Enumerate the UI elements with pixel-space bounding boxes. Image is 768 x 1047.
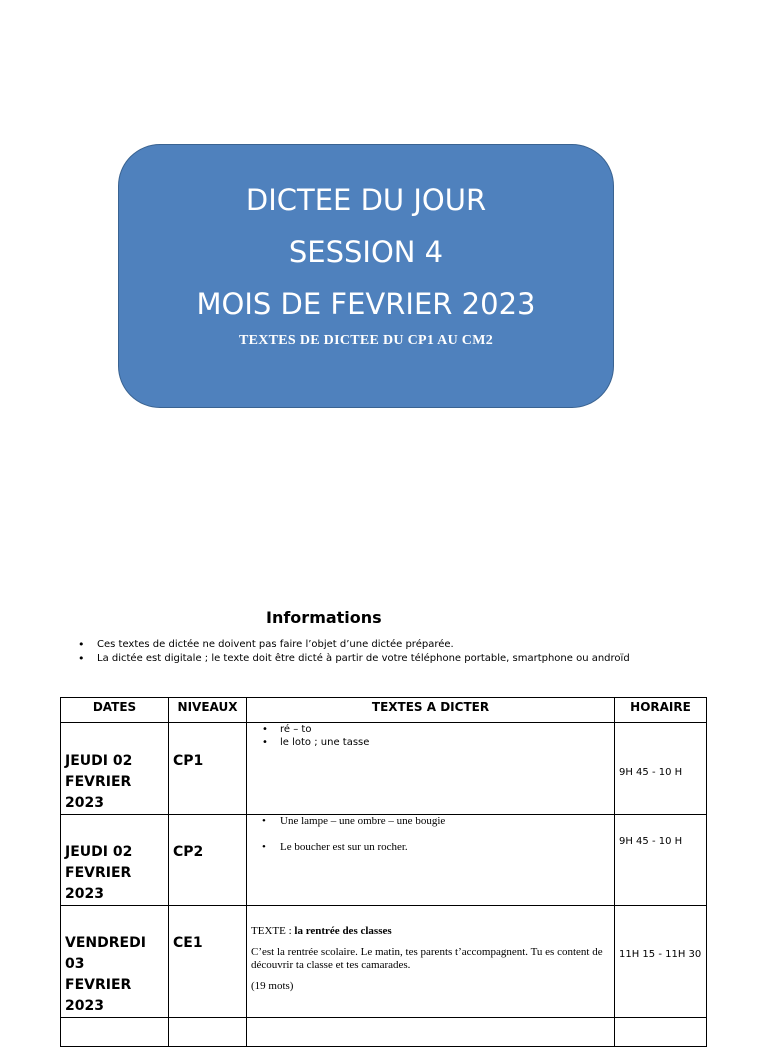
date-day: JEUDI 02	[65, 844, 133, 860]
header-levels: NIVEAUX	[169, 698, 247, 723]
table-header-row	[61, 698, 707, 723]
empty-cell	[615, 1018, 707, 1047]
level-cell: CP1	[169, 723, 247, 815]
date-cell	[61, 815, 169, 906]
text-title: la rentrée des classes	[294, 925, 392, 937]
info-heading: Informations	[266, 608, 382, 627]
date-cell	[61, 906, 169, 1018]
text-heading	[251, 925, 610, 938]
text-cell	[247, 723, 615, 815]
schedule-table	[60, 697, 707, 1047]
hour-cell: 11H 15 - 11H 30	[615, 906, 707, 1018]
table-row	[61, 1018, 707, 1047]
date-month: FEVRIER 2023	[65, 977, 132, 1014]
level-cell: CE1	[169, 906, 247, 1018]
banner-subtitle: TEXTES DE DICTEE DU CP1 AU CM2	[238, 333, 494, 348]
hour-cell: 9H 45 - 10 H	[615, 723, 707, 815]
title-banner	[118, 144, 614, 408]
banner-title: DICTEE DU JOUR	[245, 183, 487, 217]
text-body: C’est la rentrée scolaire. Le matin, tes parents t’accompagnent. Tu es content de découvrir ta classe et tes camarades.	[251, 946, 603, 971]
text-cell	[247, 815, 615, 906]
table-row	[61, 723, 707, 815]
date-month: FEVRIER 2023	[65, 865, 132, 902]
table-row	[61, 906, 707, 1018]
header-texts: TEXTES A DICTER	[247, 698, 615, 723]
list-item: • Une lampe – une ombre – une bougie	[251, 815, 610, 828]
info-item: • Ces textes de dictée ne doivent pas faire l’objet d’une dictée préparée.	[78, 638, 630, 652]
header-dates: DATES	[61, 698, 169, 723]
level-cell: CP2	[169, 815, 247, 906]
hour-cell: 9H 45 - 10 H	[615, 815, 707, 906]
date-day: VENDREDI 03	[65, 935, 146, 972]
banner-session: SESSION 4	[288, 235, 444, 269]
list-item: • Le boucher est sur un rocher.	[251, 841, 610, 854]
info-list	[78, 638, 630, 666]
date-day: JEUDI 02	[65, 753, 133, 769]
list-item: • le loto ; une tasse	[251, 736, 610, 749]
empty-cell	[61, 1018, 169, 1047]
header-hours: HORAIRE	[615, 698, 707, 723]
empty-cell	[169, 1018, 247, 1047]
banner-month: MOIS DE FEVRIER 2023	[196, 287, 536, 321]
list-item: • ré – to	[251, 723, 610, 736]
empty-cell	[247, 1018, 615, 1047]
info-item: • La dictée est digitale ; le texte doit être dicté à partir de votre téléphone portable, smartphone ou androïd	[78, 652, 630, 666]
text-cell	[247, 906, 615, 1018]
text-prefix: TEXTE :	[251, 925, 295, 937]
date-month: FEVRIER 2023	[65, 774, 132, 811]
date-cell	[61, 723, 169, 815]
text-word-count: (19 mots)	[251, 980, 294, 992]
table-row	[61, 815, 707, 906]
